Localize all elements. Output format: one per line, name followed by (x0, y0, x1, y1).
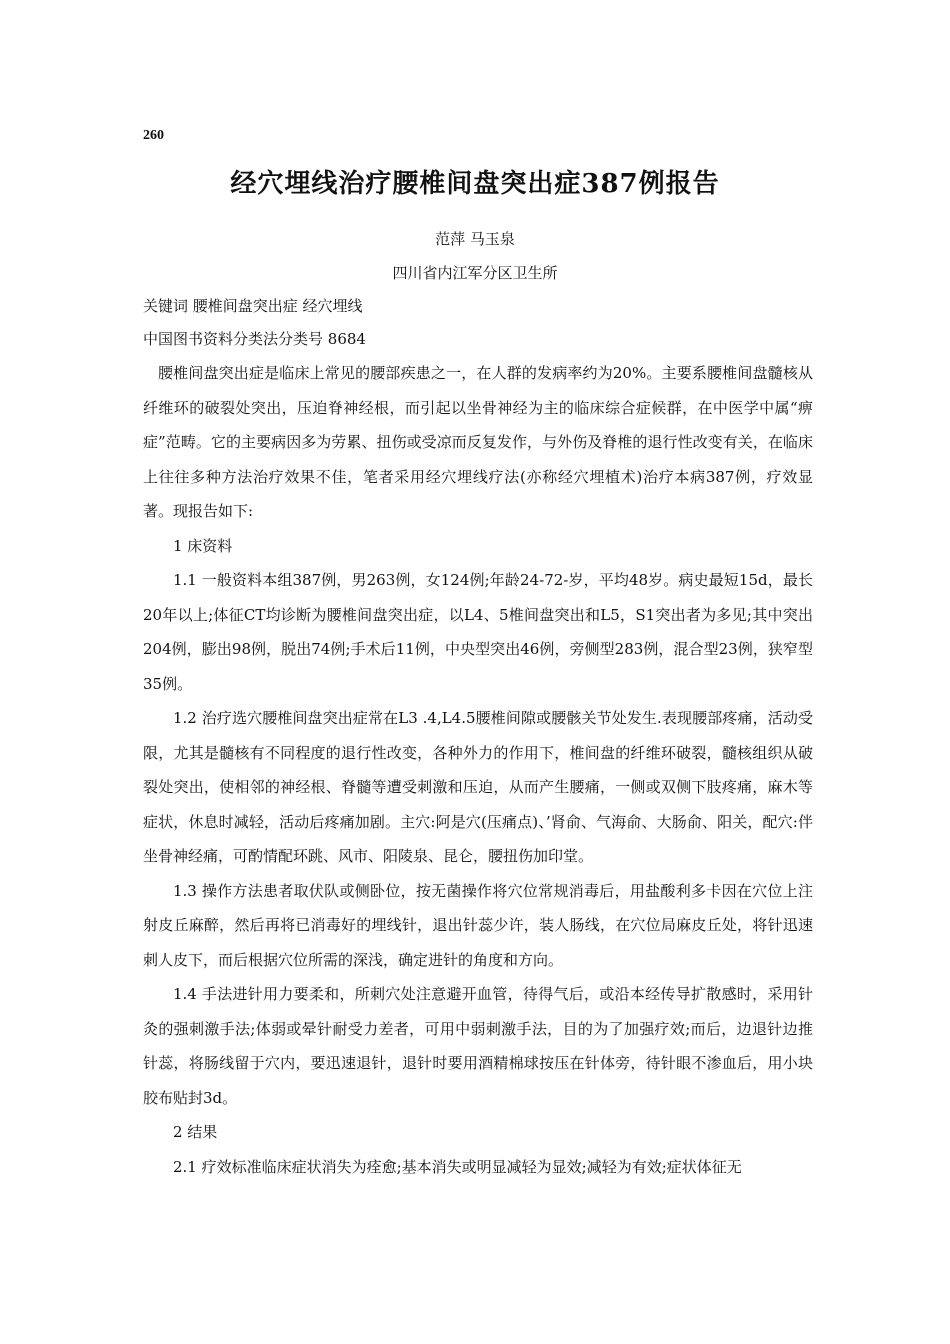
paragraph-procedure: 1.3 操作方法患者取伏队或侧卧位，按无菌操作将穴位常规消毒后，用盐酸利多卡因在穴位上注射皮丘麻醉，然后再将已消毒好的埋线针，退出针蕊少许，装人肠线，在穴位局麻皮丘处，将针迅速刺人皮下，而后根据穴位所需的深浅，确定进针的角度和方向。 (143, 881, 813, 969)
paragraph-criteria: 2.1 疗效标准临床症状消失为痊愈;基本消失或明显减轻为显效;减轻为有效;症状体征无 (173, 1157, 742, 1176)
section-heading-materials: 1 床资料 (173, 536, 233, 555)
classification-number: 中国图书资料分类法分类号 8684 (143, 330, 366, 348)
section-heading-results: 2 结果 (173, 1123, 218, 1141)
paragraph-general-data: 1.1 一般资料本组387例，男263例，女124例;年龄24-72-岁，平均48岁。病史最短15d，最长20年以上;体征CT均诊断为腰椎间盘突出症，以L4、5椎间盘突出和L5，S1突出者为多见;其中突出204例，膨出98例，脱出74例;手术后11例，中央型突出46例，旁侧型283例，混合型23例，狭窄型35例。 (143, 571, 813, 693)
article-title: 经穴埋线治疗腰椎间盘突出症387例报告 (230, 169, 720, 199)
paragraph-technique: 1.4 手法进针用力要柔和，所刺穴处注意避开血管，待得气后，或沿本经传导扩散感时，采用针灸的强刺激手法;体弱或晕针耐受力差者，可用中弱刺激手法，目的为了加强疗效;而后，边退针边推针蕊，将肠线留于穴内，要迅速退针，退针时要用酒精棉球按压在针体旁，待针眼不渗血后，用小块胶布贴封3d。 (143, 985, 813, 1107)
authors: 范萍 马玉泉 (435, 230, 515, 248)
page-number: 260 (143, 128, 164, 143)
article-body (143, 356, 813, 1184)
intro-paragraph: 腰椎间盘突出症是临床上常见的腰部疾患之一，在人群的发病率约为20%。主要系腰椎间盘髓核从纤维环的破裂处突出，压迫脊神经根，而引起以坐骨神经为主的临床综合症候群，在中医学中属“痹症”范畴。它的主要病因多为劳累、扭伤或受凉而反复发作，与外伤及脊椎的退行性改变有关，在临床上往往多种方法治疗效果不佳，笔者采用经穴埋线疗法(亦称经穴埋植术)治疗本病387例，疗效显著。现报告如下: (143, 364, 813, 520)
affiliation: 四川省内江军分区卫生所 (392, 264, 558, 282)
paragraph-acupoint-selection: 1.2 治疗选穴腰椎间盘突出症常在L3 .4,L4.5腰椎间隙或腰骸关节处发生.表现腰部疼痛，活动受限，尤其是髓核有不同程度的退行性改变，各种外力的作用下，椎间盘的纤维环破裂，髓核组织从破裂处突出，使相邻的神经根、脊髓等遭受刺激和压迫，从而产生腰痛，一侧或双侧下肢疼痛，麻木等症状，休息时减轻，活动后疼痛加剧。主穴:阿是穴(压痛点)、’肾俞、气海俞、大肠俞、阳关，配穴:伴坐骨神经痛，可酌情配环跳、风市、阳陵泉、昆仑，腰扭伤加印堂。 (143, 709, 813, 865)
keywords: 关键词 腰椎间盘突出症 经穴埋线 (143, 297, 363, 315)
